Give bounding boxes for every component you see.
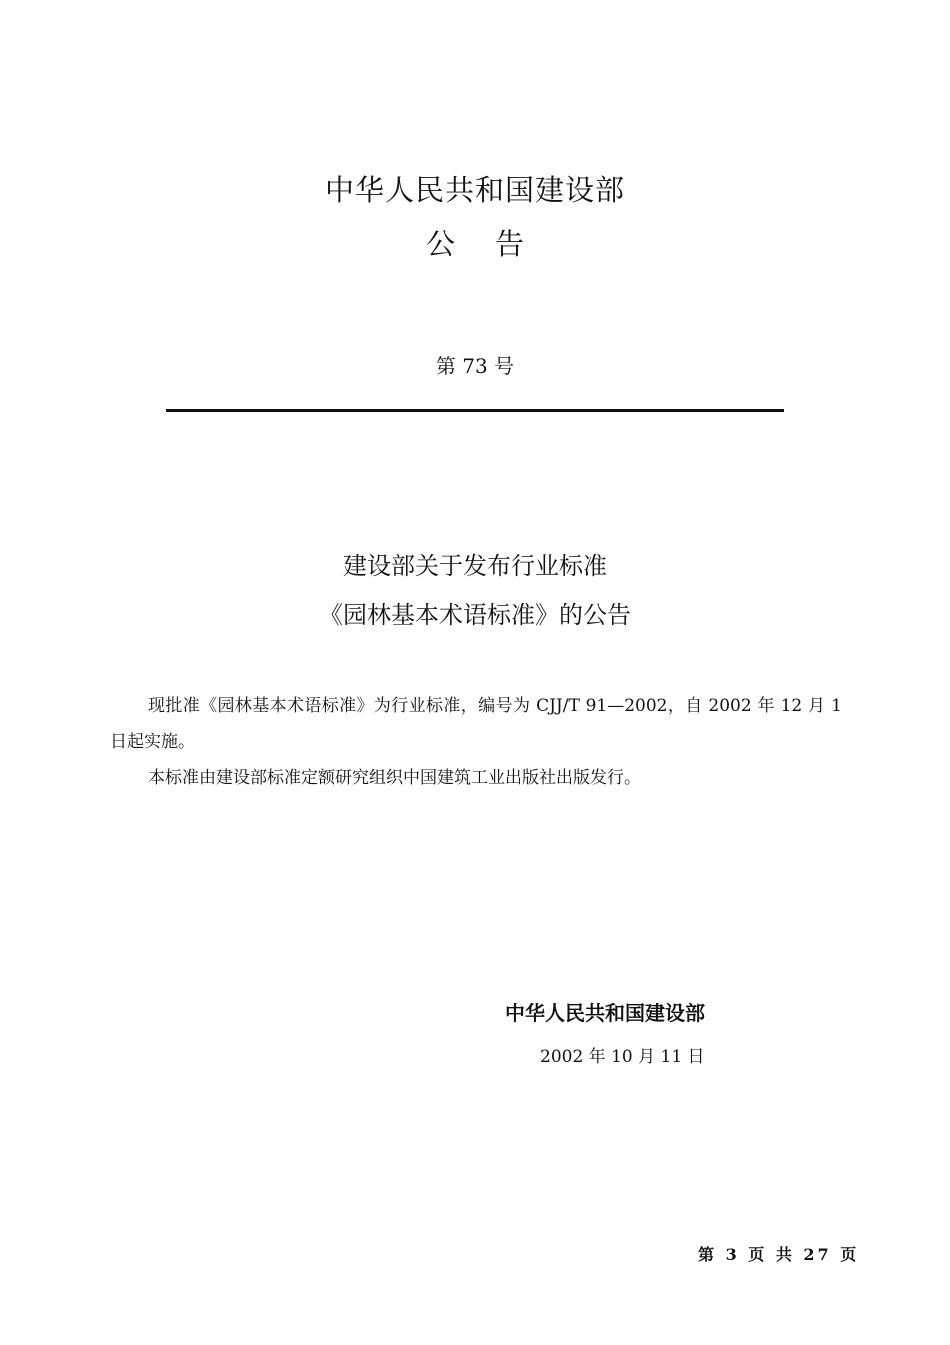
- page-number: 第 3 页 共 27 页: [698, 1245, 860, 1264]
- document-number: 第 73 号: [435, 354, 515, 378]
- subject-title-line1: 建设部关于发布行业标准: [343, 552, 607, 580]
- signature-date: 2002 年 10 月 11 日: [540, 1047, 705, 1067]
- subject-title-line2: 《园林基本术语标准》的公告: [319, 601, 631, 629]
- header-divider: [166, 409, 784, 412]
- notice-title: 公告: [425, 227, 564, 261]
- signature-organization: 中华人民共和国建设部: [505, 1001, 705, 1025]
- body-paragraph-1: 现批准《园林基本术语标准》为行业标准，编号为 CJJ/T 91—2002，自 2002 年 12 月 1 日起实施。: [110, 696, 842, 752]
- body-paragraph-2: 本标准由建设部标准定额研究组织中国建筑工业出版社出版发行。: [148, 768, 641, 788]
- ministry-title: 中华人民共和国建设部: [324, 173, 625, 207]
